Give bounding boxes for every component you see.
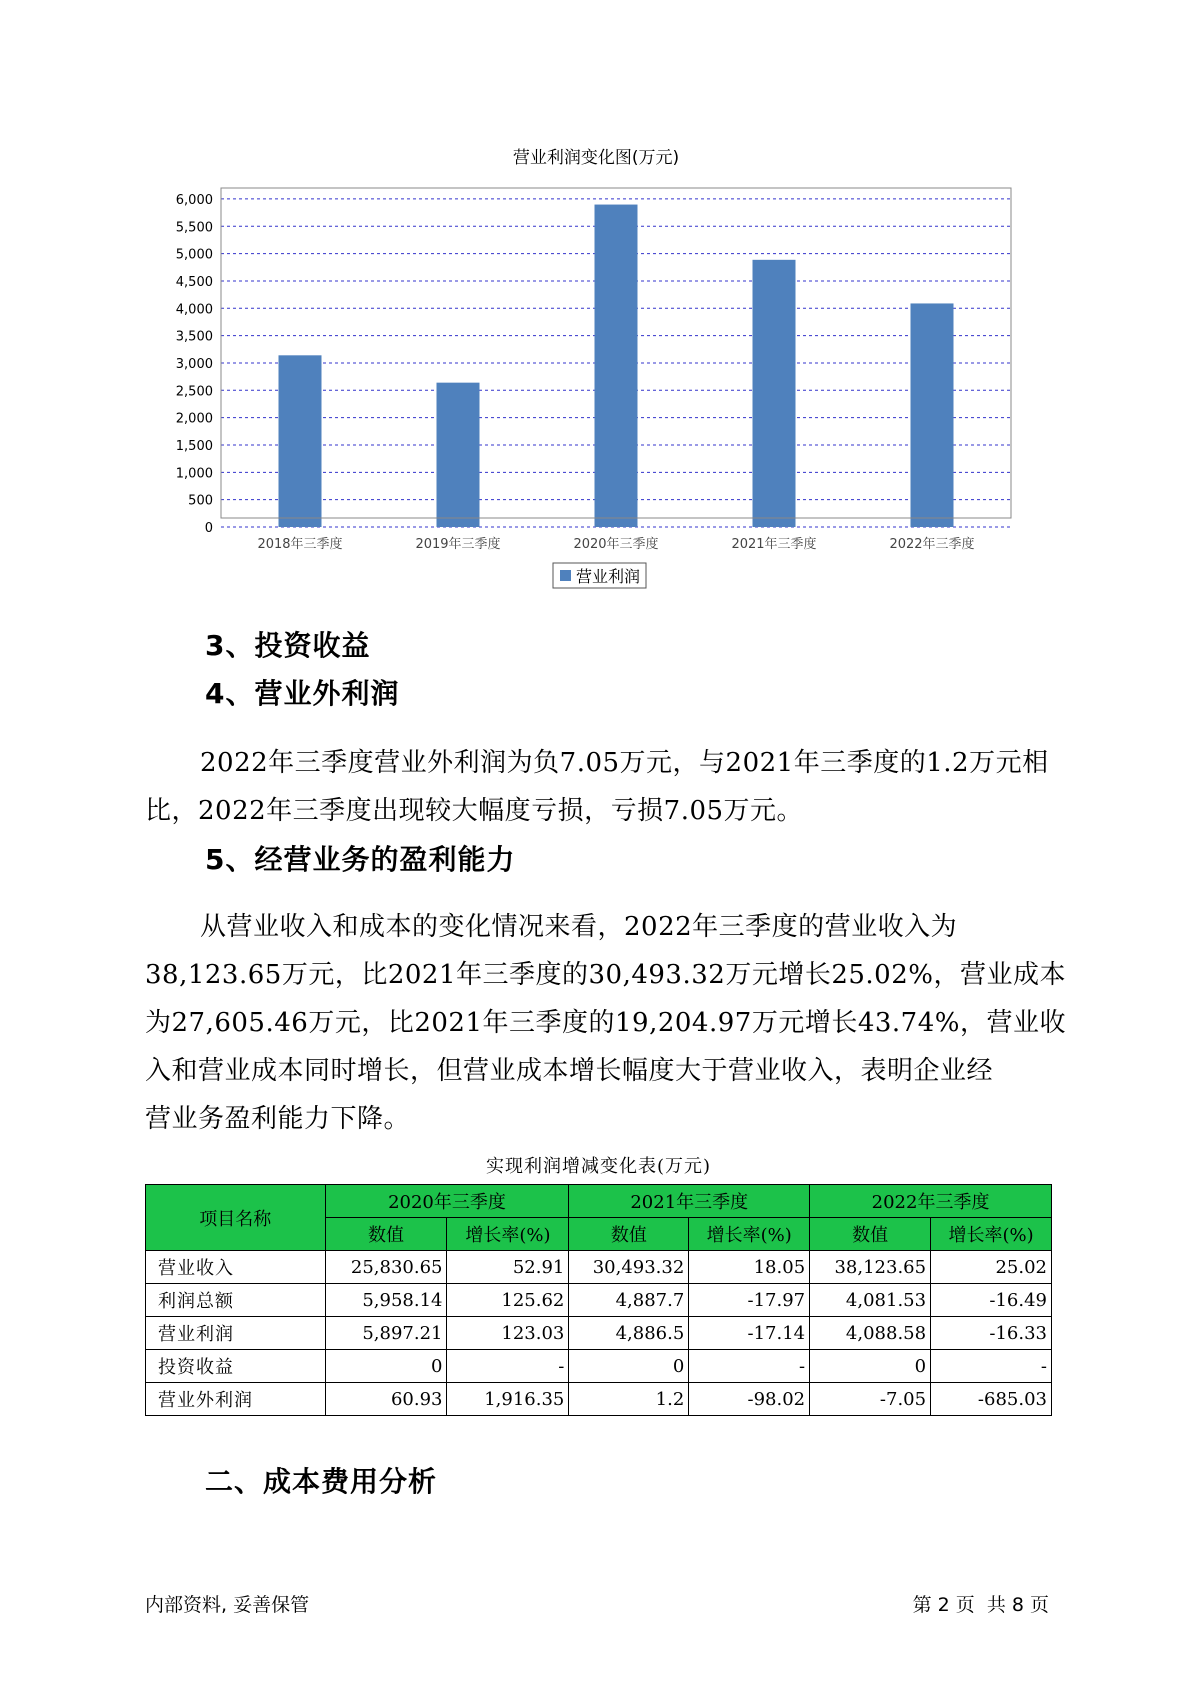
header-period: 2020年三季度: [325, 1185, 569, 1218]
table-cell: 0: [810, 1350, 931, 1383]
chart-legend: [553, 563, 646, 588]
row-name: 利润总额: [146, 1284, 326, 1317]
table-cell: 5,958.14: [325, 1284, 447, 1317]
table-cell: 5,897.21: [325, 1317, 447, 1350]
table-cell: 4,887.7: [569, 1284, 689, 1317]
y-tick-label: 1,000: [175, 466, 213, 482]
table-cell: -17.97: [689, 1284, 810, 1317]
header-growth-rate: 增长率(%): [447, 1218, 569, 1251]
table-row: [146, 1284, 1052, 1317]
table-cell: -98.02: [689, 1383, 810, 1416]
heading-business-profitability: 5、经营业务的盈利能力: [205, 843, 516, 876]
y-axis-ticks: [176, 193, 213, 536]
header-value: 数值: [569, 1218, 689, 1251]
table-cell: 38,123.65: [810, 1251, 931, 1284]
table-cell: 123.03: [447, 1317, 569, 1350]
header-growth-rate: 增长率(%): [931, 1218, 1052, 1251]
chart-bar: [279, 355, 322, 527]
table-cell: 25,830.65: [325, 1251, 447, 1284]
chart-bar: [911, 303, 954, 527]
x-category-label: 2020年三季度: [573, 537, 659, 552]
row-name: 投资收益: [146, 1350, 326, 1383]
table-cell: 25.02: [931, 1251, 1052, 1284]
operating-profit-bar-chart: [0, 0, 1191, 600]
table-cell: 30,493.32: [569, 1251, 689, 1284]
x-category-label: 2021年三季度: [731, 537, 817, 552]
table-cell: -16.49: [931, 1284, 1052, 1317]
legend-label: 营业利润: [576, 567, 641, 586]
table-cell: 4,886.5: [569, 1317, 689, 1350]
y-tick-label: 1,500: [175, 438, 213, 454]
table-row: [146, 1350, 1052, 1383]
y-tick-label: 4,000: [175, 302, 213, 318]
footer-confidential-note: 内部资料, 妥善保管: [145, 1594, 310, 1616]
y-tick-label: 3,000: [175, 356, 213, 372]
table-cell: 4,081.53: [810, 1284, 931, 1317]
table-row: [146, 1317, 1052, 1350]
heading-non-operating-profit: 4、营业外利润: [205, 677, 400, 710]
chart-bars: [279, 205, 954, 527]
paragraph-line: 38,123.65万元，比2021年三季度的30,493.32万元增长25.02%，营业成本: [145, 960, 1066, 990]
y-tick-label: 3,500: [175, 329, 213, 345]
table-cell: -: [931, 1350, 1052, 1383]
row-name: 营业利润: [146, 1317, 326, 1350]
chart-bar: [595, 205, 638, 527]
x-axis-categories: [257, 536, 974, 552]
paragraph-line: 从营业收入和成本的变化情况来看，2022年三季度的营业收入为: [200, 912, 958, 942]
table-cell: -7.05: [810, 1383, 931, 1416]
paragraph-line: 入和营业成本同时增长，但营业成本增长幅度大于营业收入，表明企业经: [145, 1056, 994, 1086]
footer-page-number: 第 2 页 共 8 页: [912, 1594, 1049, 1616]
row-name: 营业外利润: [146, 1383, 326, 1416]
y-tick-label: 4,500: [175, 274, 213, 290]
header-period: 2022年三季度: [810, 1185, 1052, 1218]
x-category-label: 2019年三季度: [415, 537, 501, 552]
heading-investment-income: 3、投资收益: [205, 629, 371, 662]
table-cell: -: [689, 1350, 810, 1383]
table-cell: -: [447, 1350, 569, 1383]
y-tick-label: 2,500: [175, 384, 213, 400]
table-row: [146, 1383, 1052, 1416]
paragraph-line: 比，2022年三季度出现较大幅度亏损，亏损7.05万元。: [145, 796, 804, 826]
header-growth-rate: 增长率(%): [689, 1218, 810, 1251]
x-category-label: 2022年三季度: [889, 537, 975, 552]
x-category-label: 2018年三季度: [257, 537, 343, 552]
heading-cost-analysis: 二、成本费用分析: [205, 1465, 438, 1498]
chart-bar: [753, 260, 796, 527]
paragraph-line: 营业务盈利能力下降。: [145, 1104, 411, 1134]
y-tick-label: 6,000: [175, 192, 213, 208]
table-cell: 60.93: [325, 1383, 447, 1416]
table-cell: 52.91: [447, 1251, 569, 1284]
y-tick-label: 2,000: [175, 411, 213, 427]
y-tick-label: 5,000: [175, 247, 213, 263]
table-caption: 实现利润增减变化表(万元): [485, 1156, 712, 1177]
table-cell: 125.62: [447, 1284, 569, 1317]
y-tick-label: 5,500: [175, 220, 213, 236]
legend-swatch: [560, 570, 571, 581]
table-cell: -17.14: [689, 1317, 810, 1350]
header-value: 数值: [810, 1218, 931, 1251]
chart-title: 营业利润变化图(万元): [512, 148, 680, 168]
header-item-name: 项目名称: [146, 1185, 326, 1251]
table-cell: 0: [569, 1350, 689, 1383]
chart-bar: [437, 383, 480, 527]
row-name: 营业收入: [146, 1251, 326, 1284]
paragraph-line: 2022年三季度营业外利润为负7.05万元，与2021年三季度的1.2万元相: [200, 748, 1049, 778]
y-tick-label: 0: [204, 521, 213, 536]
profit-change-table: [145, 1184, 1052, 1416]
header-period: 2021年三季度: [569, 1185, 810, 1218]
paragraph-line: 为27,605.46万元，比2021年三季度的19,204.97万元增长43.74%，营业收: [145, 1008, 1066, 1038]
table-cell: -685.03: [931, 1383, 1052, 1416]
table-cell: -16.33: [931, 1317, 1052, 1350]
table-cell: 4,088.58: [810, 1317, 931, 1350]
table-cell: 1,916.35: [447, 1383, 569, 1416]
y-tick-label: 500: [188, 493, 213, 509]
header-value: 数值: [325, 1218, 447, 1251]
table-cell: 1.2: [569, 1383, 689, 1416]
table-row: [146, 1251, 1052, 1284]
table-cell: 18.05: [689, 1251, 810, 1284]
table-cell: 0: [325, 1350, 447, 1383]
